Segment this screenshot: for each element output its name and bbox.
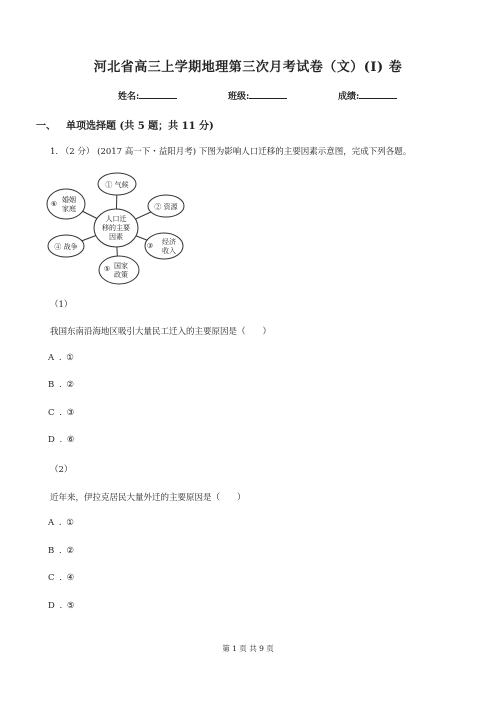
score-label: 成绩: [338,92,360,102]
class-label: 班级: [228,92,250,102]
center-label: 因素 [109,233,123,241]
page-footer: 第 1 页 共 9 页 [222,644,274,653]
center-label: 人口迁 [105,215,127,223]
sub2-option-a[interactable]: A . ① [48,518,75,528]
policy-label: 国家 [114,262,128,270]
sub2-option-d[interactable]: D . ⑤ [48,601,76,611]
economic-label: 收入 [162,247,176,255]
exam-title: 河北省高三上学期地理第三次月考试卷（文）(I) 卷 [93,60,403,75]
economic-label: 经济 [162,238,176,246]
sub-question-1-text: 我国东南沿海地区吸引大量民工迁入的主要原因是（ ） [50,327,272,337]
section-number: 一、 [36,121,56,132]
section-text: 单项选择题 (共 5 题；共 11 分) [66,121,214,132]
economic-number: ③ [146,242,154,250]
name-label: 姓名: [118,92,140,102]
marriage-label: 家庭 [62,205,76,213]
sub2-option-b[interactable]: B . ② [48,546,75,556]
sub-question-2-text: 近年来，伊拉克居民大量外迁的主要原因是（ ） [50,493,246,503]
migration-factors-diagram [46,166,186,290]
sub1-option-b[interactable]: B . ② [48,380,75,390]
center-label: 移的主要 [102,224,130,232]
name-field [118,89,177,102]
score-field [338,89,397,102]
marriage-number: ⑥ [50,200,58,208]
name-blank[interactable] [139,90,177,99]
class-field [228,89,287,102]
sub-question-1-label: （1） [50,300,73,310]
marriage-label: 婚姻 [62,196,76,204]
climate-label: ① 气候 [105,181,129,189]
resources-label: ② 资源 [154,203,178,211]
policy-label: 政策 [114,271,128,279]
question-1-stem: 1. （2 分） (2017 高一下・益阳月考) 下图为影响人口迁移的主要因素示意图，完成下列各题。 [50,147,412,157]
sub2-option-c[interactable]: C . ④ [48,573,76,583]
policy-number: ⑤ [103,265,111,273]
section-heading [36,117,224,132]
war-label: ④ 战争 [54,243,78,251]
sub-question-2-label: （2） [50,465,73,475]
score-blank[interactable] [359,90,397,99]
sub1-option-d[interactable]: D . ⑥ [48,435,76,445]
sub1-option-c[interactable]: C . ③ [48,408,76,418]
sub1-option-a[interactable]: A . ① [48,353,75,363]
class-blank[interactable] [249,90,287,99]
